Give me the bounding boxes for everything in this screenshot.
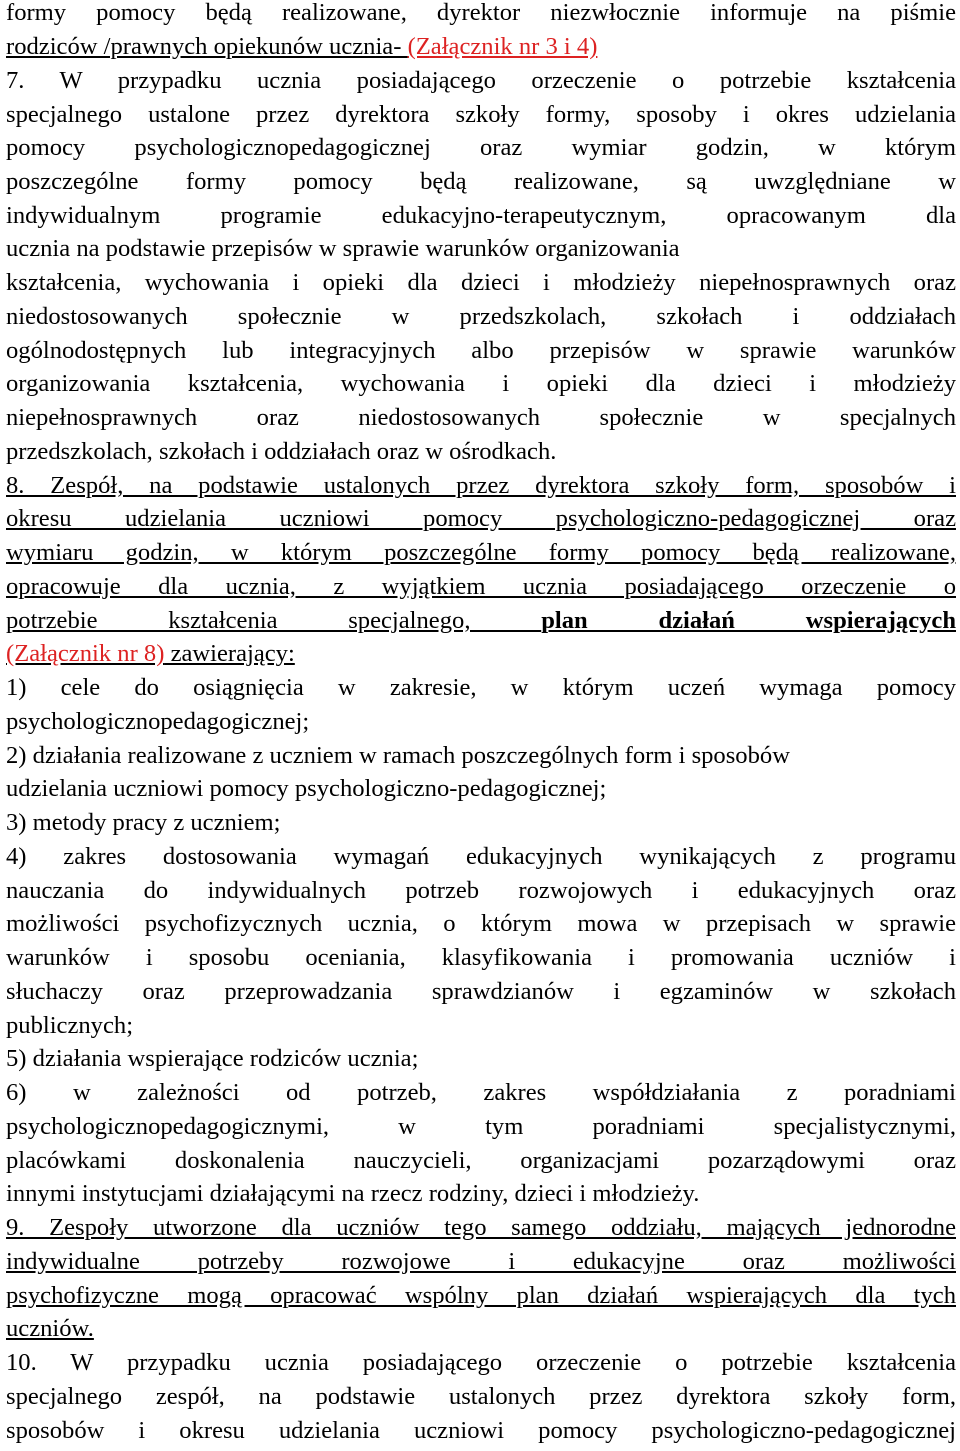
list-item-2: 2) działania realizowane z uczniem w ramach poszczególnych form i sposobów bbox=[6, 742, 790, 769]
text-line bbox=[6, 31, 956, 63]
text-line: psychologicznopedagogicznymi, w tym poradniami specjalistycznymi, bbox=[6, 1113, 956, 1140]
list-item-5: 5) działania wspierające rodziców ucznia; bbox=[6, 1045, 419, 1072]
list-item-3: 3) metody pracy z uczniem; bbox=[6, 809, 281, 836]
text-line: placówkami doskonalenia nauczycieli, organizacjami pozarządowymi oraz bbox=[6, 1147, 956, 1174]
text-line: warunków i sposobu oceniania, klasyfikowania i promowania uczniów i bbox=[6, 944, 956, 971]
text-line: psychologicznopedagogicznej; bbox=[6, 708, 310, 735]
plan-title-bold: plan działań wspierających bbox=[541, 607, 956, 634]
text-line: indywidualne potrzeby rozwojowe i edukacyjne oraz możliwości bbox=[6, 1248, 956, 1275]
text-line: kształcenia, wychowania i opieki dla dzieci i młodzieży niepełnosprawnych oraz bbox=[6, 269, 956, 296]
text-line: innymi instytucjami działającymi na rzecz rodziny, dzieci i młodzieży. bbox=[6, 1180, 700, 1207]
paragraph-7-line: 7. W przypadku ucznia posiadającego orzeczenie o potrzebie kształcenia bbox=[6, 67, 956, 94]
text-line: wymiaru godzin, w którym poszczególne formy pomocy będą realizowane, bbox=[6, 539, 956, 566]
paragraph-8-line: 8. Zespół, na podstawie ustalonych przez dyrektora szkoły form, sposobów i bbox=[6, 472, 956, 499]
text-line: specjalnego ustalone przez dyrektora szkoły formy, sposoby i okres udzielania bbox=[6, 101, 956, 128]
text-line: uczniów. bbox=[6, 1315, 94, 1342]
text-line: sposobów i okresu udzielania uczniowi pomocy psychologiczno-pedagogicznej bbox=[6, 1417, 956, 1444]
text-line: przedszkolach, szkołach i oddziałach oraz w ośrodkach. bbox=[6, 438, 557, 465]
text-line: możliwości psychofizycznych ucznia, o którym mowa w przepisach w sprawie bbox=[6, 910, 956, 937]
list-item-1: 1) cele do osiągnięcia w zakresie, w którym uczeń wymaga pomocy bbox=[6, 674, 956, 701]
text-line: słuchaczy oraz przeprowadzania sprawdzianów i egzaminów w szkołach bbox=[6, 978, 956, 1005]
text-line: niedostosowanych społecznie w przedszkolach, szkołach i oddziałach bbox=[6, 303, 956, 330]
list-item-6: 6) w zależności od potrzeb, zakres współdziałania z poradniami bbox=[6, 1079, 956, 1106]
text-line: poszczególne formy pomocy będą realizowane, są uwzględniane w bbox=[6, 168, 956, 195]
text-span: potrzebie kształcenia specjalnego, bbox=[6, 607, 542, 634]
text-span: rodziców /prawnych opiekunów ucznia- bbox=[6, 33, 408, 60]
text-line bbox=[6, 605, 956, 637]
text-line: ogólnodostępnych lub integracyjnych albo przepisów w sprawie warunków bbox=[6, 337, 956, 364]
text-span: zawierający: bbox=[164, 640, 295, 667]
text-line: opracowuje dla ucznia, z wyjątkiem ucznia posiadającego orzeczenie o bbox=[6, 573, 956, 600]
text-line: udzielania uczniowi pomocy psychologiczno-pedagogicznej; bbox=[6, 775, 607, 802]
text-line: specjalnego zespół, na podstawie ustalonych przez dyrektora szkoły form, bbox=[6, 1383, 956, 1410]
text-line: ucznia na podstawie przepisów w sprawie warunków organizowania bbox=[6, 235, 680, 262]
text-line bbox=[6, 638, 956, 670]
list-item-4: 4) zakres dostosowania wymagań edukacyjnych wynikających z programu bbox=[6, 843, 956, 870]
text-line: psychofizyczne mogą opracować wspólny plan działań wspierających dla tych bbox=[6, 1282, 956, 1309]
text-line: publicznych; bbox=[6, 1012, 134, 1039]
text-line: pomocy psychologicznopedagogicznej oraz wymiar godzin, w którym bbox=[6, 134, 956, 161]
text-line: indywidualnym programie edukacyjno-terapeutycznym, opracowanym dla bbox=[6, 202, 956, 229]
text-line: nauczania do indywidualnych potrzeb rozwojowych i edukacyjnych oraz bbox=[6, 877, 956, 904]
attachment-reference: (Załącznik nr 3 i 4) bbox=[407, 33, 598, 60]
paragraph-10-line: 10. W przypadku ucznia posiadającego orzeczenie o potrzebie kształcenia bbox=[6, 1349, 956, 1376]
text-line: organizowania kształcenia, wychowania i opieki dla dzieci i młodzieży bbox=[6, 370, 956, 397]
text-line: niepełnosprawnych oraz niedostosowanych społecznie w specjalnych bbox=[6, 404, 956, 431]
text-line: okresu udzielania uczniowi pomocy psychologiczno-pedagogicznej oraz bbox=[6, 505, 956, 532]
attachment-reference: (Załącznik nr 8) bbox=[6, 640, 165, 667]
paragraph-9-line: 9. Zespoły utworzone dla uczniów tego samego oddziału, mających jednorodne bbox=[6, 1214, 956, 1241]
text-line: formy pomocy będą realizowane, dyrektor niezwłocznie informuje na piśmie bbox=[6, 0, 956, 26]
